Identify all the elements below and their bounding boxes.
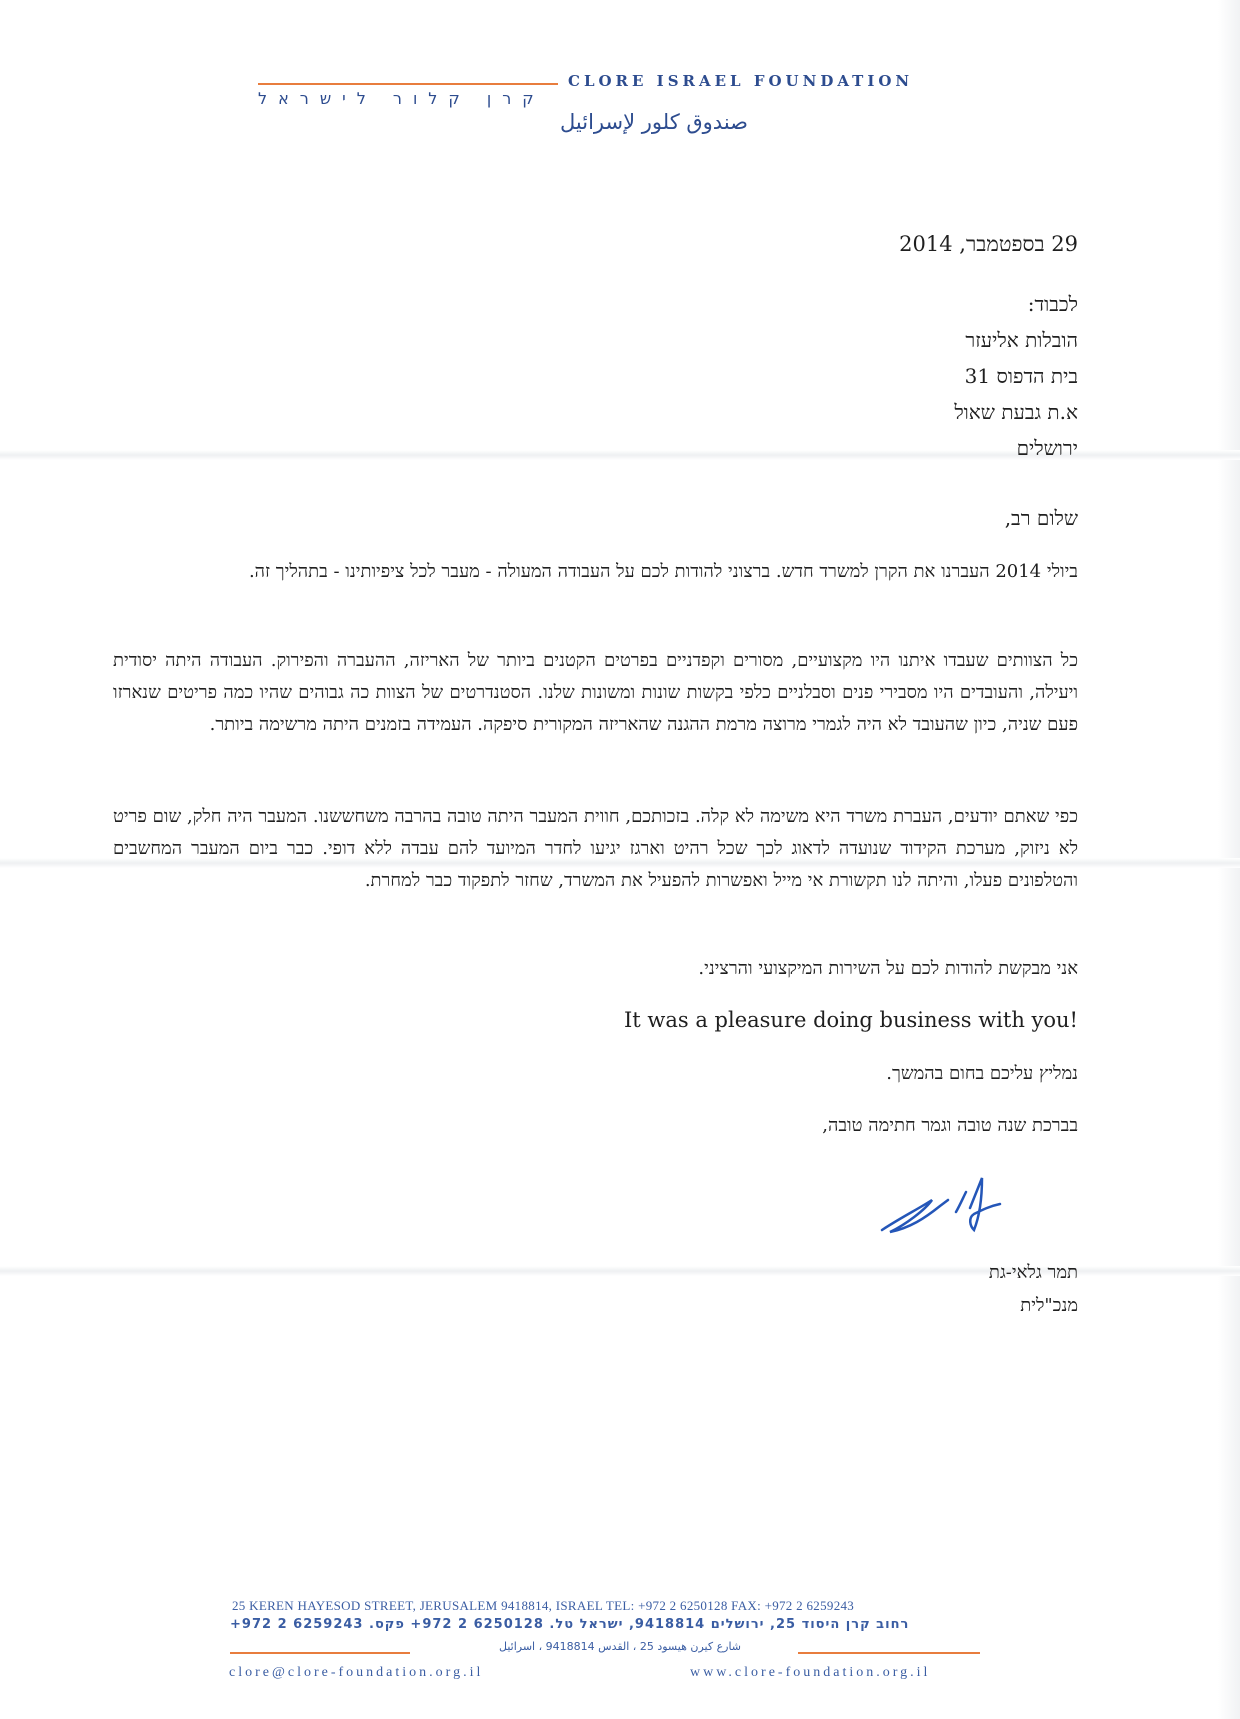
thanks-line: אני מבקשת להודות לכם על השירות המיקצועי והרציני. [698, 958, 1078, 979]
body-paragraph: ביולי 2014 העברנו את הקרן למשרד חדש. ברצוני להודות לכם על העבודה המעולה - מעבר לכל ציפיותינו - בתהליך זה. [248, 561, 1078, 582]
letterhead-rule [258, 83, 558, 85]
recommend-line: נמליץ עליכם בחום בהמשך. [886, 1063, 1078, 1084]
body-paragraph: כפי שאתם יודעים, העברת משרד היא משימה לא קלה. בזכותכם, חווית המעבר היתה טובה בהרבה משחששנו. המעבר היה חלק, שום פריט לא ניזוק, מערכת הקידוד שנועדה לדאוג לכך שכל רהיט וארגז יגיעו לחדר המיועד להם עבדה ללא דופי. כבר ביום המעבר המחשבים והטלפונים פעלו, והיתה לנו תקשורת אי מייל ואפשרות להפעיל את המשרד, שחזר לתפקוד כבר למחרת. [113, 806, 1078, 891]
signer-title: מנכ"לית [1020, 1295, 1078, 1316]
footer-rule-left [230, 1652, 410, 1654]
letterhead-org-hebrew: קרן קלור לישראל [258, 89, 545, 108]
letterhead-org-english: CLORE ISRAEL FOUNDATION [568, 72, 914, 90]
footer-rule-right [798, 1652, 980, 1654]
address-line: בית הדפוס 31 [964, 364, 1078, 388]
address-line: א.ת גבעת שאול [954, 400, 1078, 424]
recipient-address [778, 286, 1078, 466]
footer-address-hebrew: רחוב קרן היסוד 25, ירושלים 9418814, ישראל טל. 6250128 2 972+ פקס. 6259243 2 972+ [230, 1617, 910, 1632]
closing-line: בברכת שנה טובה וגמר חתימה טובה, [822, 1115, 1078, 1136]
greeting: שלום רב, [1004, 506, 1078, 530]
footer-address-english: 25 KEREN HAYESOD STREET, JERUSALEM 9418814, ISRAEL TEL: +972 2 6250128 FAX: +972 2 6259243 [232, 1598, 855, 1613]
body-paragraph: כל הצוותים שעבדו איתנו היו מקצועיים, מסורים וקפדניים בפרטים הקטנים ביותר של האריזה, ההעברה והפירוק. העבודה היתה יסודית ויעילה, והעובדים היו מסבירי פנים וסבלניים כלפי בקשות שונות ומשונות שלנו. הסטנדרטים של הצוות כה גבוהים שהיו כמה פריטים שנארזו פעם שניה, כיון שהעובד לא היה לגמרי מרוצה מרמת ההגנה שהאריזה המקורית סיפקה. העמידה בזמנים היתה מרשימה ביותר. [113, 650, 1079, 735]
address-line: לכבוד: [1027, 292, 1078, 316]
footer-email[interactable]: clore@clore-foundation.org.il [229, 1665, 484, 1680]
english-line: It was a pleasure doing business with you! [624, 1008, 1078, 1032]
address-line: ירושלים [1016, 436, 1078, 460]
signer-name: תמר גלאי-גת [988, 1262, 1078, 1283]
footer-address-arabic: شارع كيرن هيسود 25 ، القدس 9418814 ، اسرائيل [498, 1640, 742, 1653]
letter-date: 29 בספטמבר, 2014 [899, 232, 1078, 256]
handwritten-signature [870, 1170, 1040, 1265]
footer-website[interactable]: www.clore-foundation.org.il [690, 1665, 931, 1680]
letterhead-org-arabic: صندوق كلور لإسرائيل [560, 110, 748, 134]
address-line: הובלות אליעזר [965, 328, 1078, 352]
